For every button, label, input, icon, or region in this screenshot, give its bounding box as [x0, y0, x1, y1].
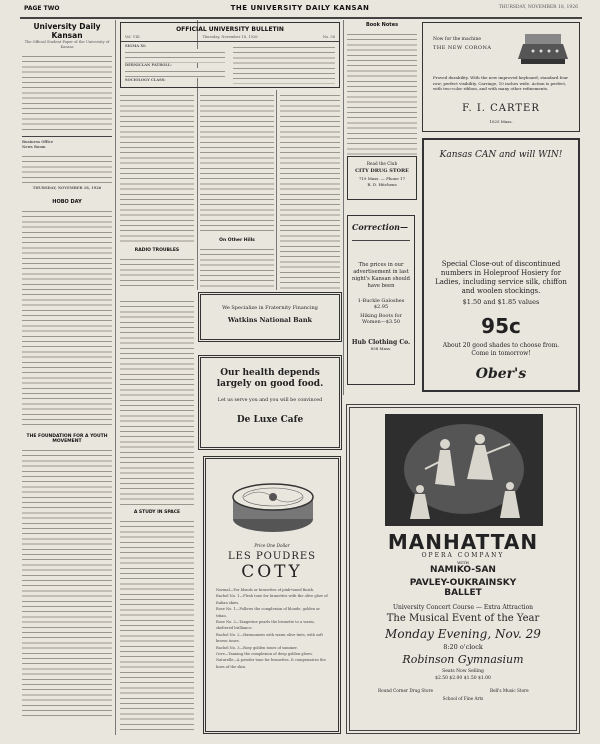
- coty-tip: Rose No. 2—Tangerine pearls the brunette to a warm, sheltered brilliance.: [216, 620, 315, 631]
- hub-clothing-ad: [347, 215, 415, 385]
- hubs-address: 838 Mass.: [370, 346, 392, 351]
- page-label: PAGE TWO: [24, 5, 60, 12]
- editorial-body-far: [280, 92, 340, 290]
- watkins-line: We Specialize in Fraternity Financing: [222, 305, 318, 311]
- editorial-title-hobo-day: HOBO DAY: [52, 199, 82, 205]
- on-other-hills-title: On Other Hills: [219, 238, 255, 243]
- city-drug-line1: Read the Club: [366, 161, 398, 166]
- manhattan-outlet-2: Bell's Music Store: [490, 688, 529, 693]
- news-room: News Room: [22, 145, 46, 149]
- study-in-space-title: A STUDY IN SPACE: [133, 510, 181, 515]
- manhattan-ballet: PAVLEY-OUKRAINSKY BALLET: [409, 578, 517, 598]
- hubs-item1-price: $2.95: [373, 304, 389, 310]
- manhattan-headline: The Musical Event of the Year: [386, 613, 540, 624]
- manhattan-seats: Seats Now Selling: [442, 669, 484, 674]
- carter-name: F. I. CARTER: [462, 103, 540, 114]
- manhattan-date: Monday Evening, Nov. 29: [385, 627, 541, 641]
- hubs-store: Hub Clothing Co.: [351, 339, 411, 346]
- kansan-subtitle: The Official Student Paper of the University of Kansas: [24, 40, 110, 49]
- city-drug-owner: R. D. Hitchens: [367, 182, 397, 187]
- left-date: THURSDAY, NOVEMBER 18, 1926: [32, 186, 102, 190]
- bulletin-date: Thursday, November 18, 1926: [202, 35, 258, 39]
- city-drug-ad: [347, 156, 417, 200]
- mid-column-body: [120, 298, 194, 506]
- bulletin-no: No. 58: [322, 35, 335, 39]
- obers-sale-price: 95c: [481, 314, 521, 338]
- obers-body: Special Close-out of discontinued numbers in Holeproof Hosiery for Ladies, including service silk, chiffon and woolen stockings.: [435, 260, 567, 295]
- dancers-image: [385, 414, 543, 526]
- book-notes: [347, 22, 417, 159]
- obers-headline: Kansas CAN and will WIN!: [439, 150, 563, 160]
- obers-footer: About 20 good shades to choose from. Come in tomorrow!: [442, 342, 560, 357]
- paper-name: THE UNIVERSITY DAILY KANSAN: [230, 4, 370, 12]
- coty-tip: Rachel No. 1—Flesh tone for brunettes with the olive glow of Italian skies.: [216, 594, 328, 605]
- coty-ad: [203, 456, 341, 734]
- editorial-body-right: [200, 92, 274, 232]
- manhattan-outlet-3: School of Fine Arts: [442, 696, 484, 701]
- correction-title: Correction—: [352, 222, 408, 232]
- obers-hosiery-ad: [422, 138, 580, 392]
- city-drug-address: 719 Mass. — Phone 17: [358, 176, 406, 181]
- radio-troubles-body: [120, 256, 194, 290]
- coty-price: Price One Dollar: [254, 543, 290, 548]
- editorial-body-hobo-day: [22, 208, 112, 428]
- kansan-title: University Daily Kansan: [33, 22, 101, 40]
- obers-logo: Ober's: [475, 366, 527, 382]
- carter-address: 1025 Mass.: [489, 119, 513, 124]
- manhattan-series: University Concert Course — Extra Attraction: [392, 604, 534, 611]
- bulletin-title: OFFICIAL UNIVERSITY BULLETIN: [176, 26, 284, 33]
- manhattan-star: NAMIKO-SAN: [430, 565, 496, 575]
- left-column: [22, 22, 112, 717]
- official-bulletin: [120, 22, 340, 88]
- manhattan-outlet-1: Round Corner Drug Store: [378, 688, 433, 693]
- coty-tip: Ocre—Tanning the complexion of deep golden glows.: [216, 652, 313, 657]
- book-notes-title: Book Notes: [365, 22, 399, 28]
- coty-tips: [216, 587, 328, 670]
- manhattan-with: WITH: [457, 560, 469, 565]
- coty-line1: LES POUDRES: [227, 551, 317, 562]
- manhattan-time: 8:20 o'clock: [443, 643, 483, 651]
- editorial-title-youth: THE FOUNDATION FOR A YOUTH MOVEMENT: [26, 434, 108, 444]
- business-office: Business Office: [22, 140, 54, 144]
- manhattan-venue: Robinson Gymnasium: [402, 653, 524, 666]
- watkins-bank-name: Watkins National Bank: [227, 316, 313, 324]
- bulletin-vol: Vol. VIII: [125, 35, 140, 39]
- manhattan-opera-ad: [346, 404, 580, 734]
- deluxe-headline: Our health depends largely on good food.: [216, 368, 324, 389]
- carter-product: THE NEW CORONA: [433, 45, 492, 51]
- coty-tip: Rachel No. 3—Rosy golden tones of summer.: [216, 645, 298, 650]
- coty-tip: Naturelle—A powder tone for brunettes. It compensates the hues of the skin.: [216, 658, 326, 669]
- date-line: THURSDAY, NOVEMBER 18, 1926: [498, 5, 578, 10]
- bulletin-item-dernician: DERNICLAN PATROLL:: [125, 63, 172, 67]
- radio-troubles-title: RADIO TROUBLES: [134, 248, 180, 253]
- coty-powder-box-image: [224, 467, 322, 537]
- hubs-item1: 1-Buckle Galoshes: [357, 298, 405, 304]
- typewriter-image: [513, 29, 573, 69]
- study-in-space-body: [120, 518, 194, 733]
- deluxe-cafe-ad: [198, 355, 342, 450]
- bulletin-item-sigma-xi: SIGMA XI:: [125, 44, 147, 48]
- staff-list: [22, 53, 112, 133]
- coty-line2: COTY: [241, 562, 303, 582]
- carter-corona-ad: [422, 22, 580, 132]
- manhattan-prices: $2.50 $2.00 $1.50 $1.00: [435, 676, 491, 681]
- masthead-notes: [22, 153, 112, 183]
- manhattan-subtitle: OPERA COMPANY: [421, 552, 505, 559]
- coty-tip: Rachel No. 2—Harmonizes with warm olive tints, with soft brown tones.: [216, 632, 323, 644]
- masthead: [0, 4, 600, 16]
- on-other-hills-body: [200, 246, 274, 290]
- manhattan-title: MANHATTAN: [387, 530, 539, 554]
- deluxe-name: De Luxe Cafe: [236, 415, 304, 425]
- carter-desc: Proved durability. With the new improved keyboard; standard four row; perfect visibility. Carriage, 10 inches wide. Action is perfect, with two-color ribbon, and with many other refinements.: [433, 75, 569, 91]
- editorial-body-youth: [22, 447, 112, 717]
- editorial-body-mid: [120, 92, 194, 242]
- bulletin-item-sociology: SOCIOLOGY CLASS:: [125, 78, 166, 82]
- city-drug-name: CITY DRUG STORE: [355, 168, 409, 174]
- watkins-bank-ad: [198, 292, 342, 342]
- obers-prices: $1.50 and $1.85 values: [462, 298, 540, 306]
- coty-tip: Normal—For blonds or brunettes of pink-toned finish.: [216, 588, 315, 592]
- hubs-intro: The prices in our advertisement in last night's Kansan should have been: [352, 262, 410, 289]
- carter-tagline: Now for the machine: [433, 37, 482, 42]
- hubs-item2: Hiking Boots for Women—$3.50: [360, 313, 402, 325]
- deluxe-subline: Let us serve you and you will be convinced: [217, 398, 323, 403]
- coty-tip: Rose No. 1—Follows the complexion of blonde, golden or titian.: [216, 607, 321, 618]
